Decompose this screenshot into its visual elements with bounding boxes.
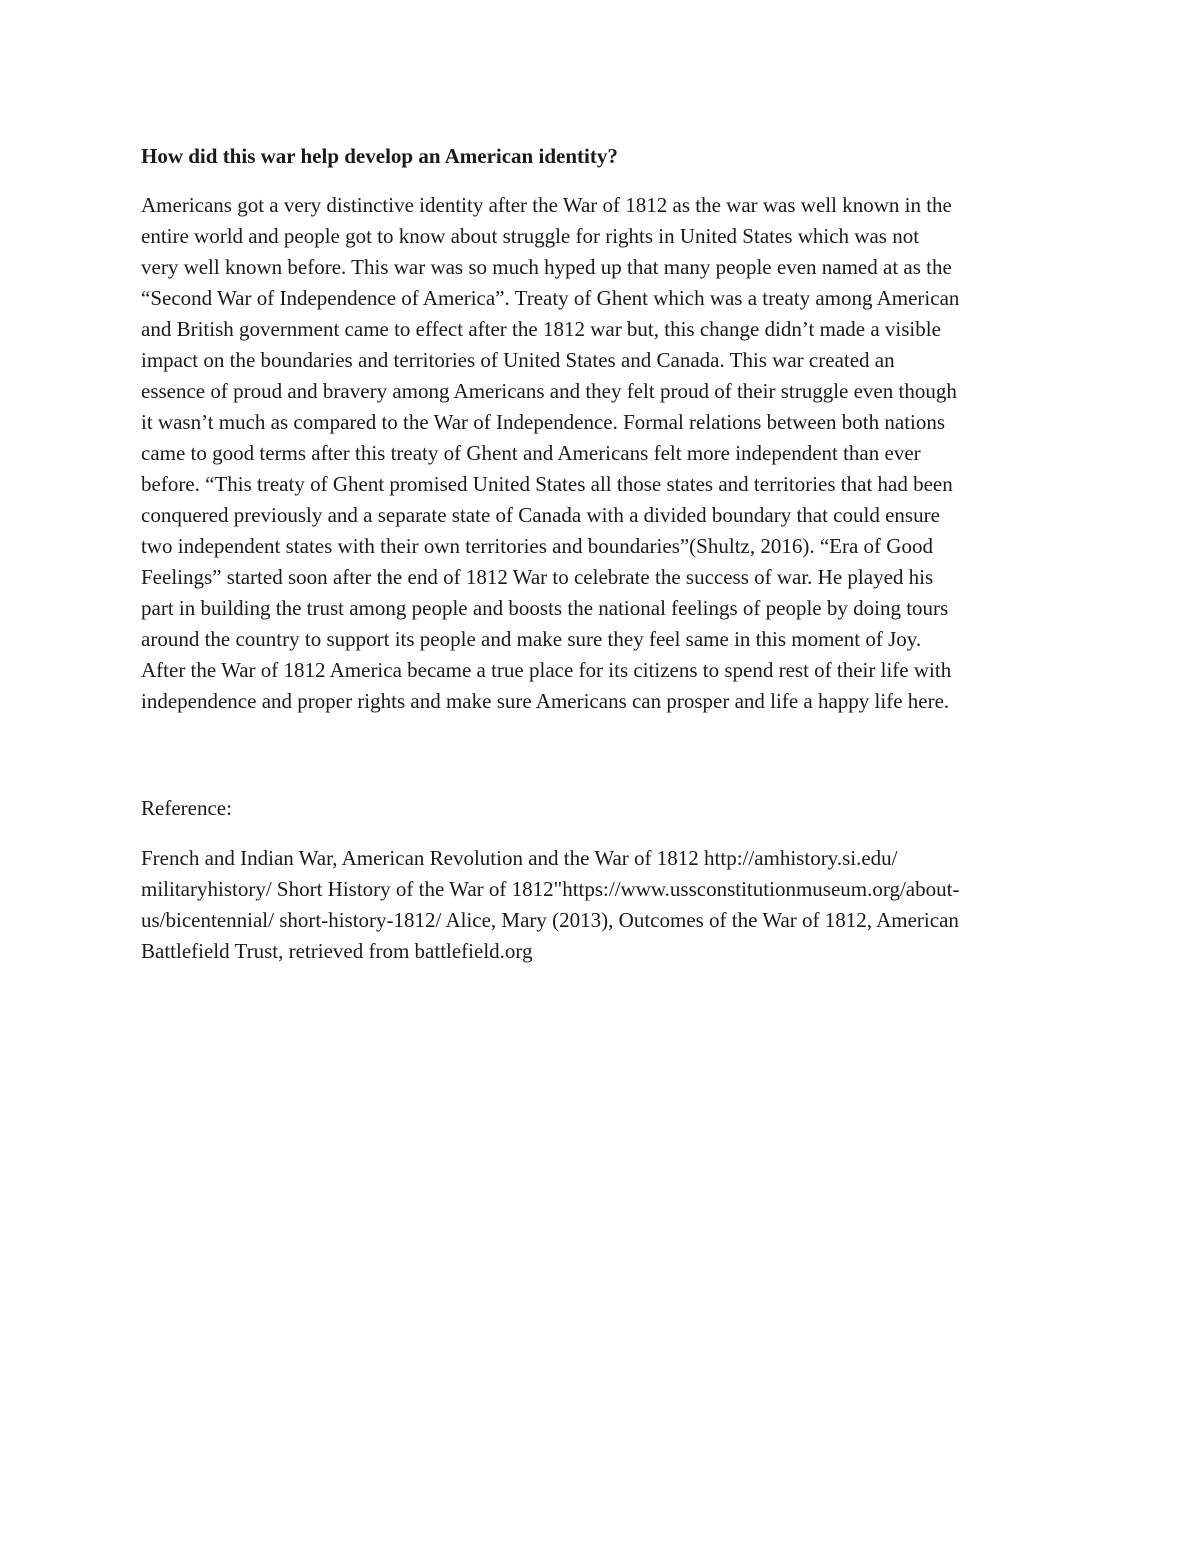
body-line: Americans got a very distinctive identity after the War of 1812 as the war was well known in the <box>141 193 952 217</box>
reference-label: Reference: <box>141 796 232 820</box>
body-line: part in building the trust among people and boosts the national feelings of people by doing tours <box>141 596 949 620</box>
document-content <box>141 140 1066 967</box>
body-line: “Second War of Independence of America”. Treaty of Ghent which was a treaty among American <box>141 286 960 310</box>
essay-heading: How did this war help develop an American identity? <box>141 144 618 168</box>
reference-list <box>141 843 1066 967</box>
body-line: before. “This treaty of Ghent promised United States all those states and territories that had been <box>141 472 953 496</box>
reference-line: French and Indian War, American Revolution and the War of 1812 http://amhistory.si.edu/ <box>141 846 898 870</box>
body-line: entire world and people got to know about struggle for rights in United States which was not <box>141 224 920 248</box>
reference-line: us/bicentennial/ short-history-1812/ Alice, Mary (2013), Outcomes of the War of 1812, American <box>141 908 959 932</box>
body-line: around the country to support its people and make sure they feel same in this moment of Joy. <box>141 627 922 651</box>
body-line: conquered previously and a separate state of Canada with a divided boundary that could ensure <box>141 503 940 527</box>
reference-line: Battlefield Trust, retrieved from battlefield.org <box>141 939 533 963</box>
body-line: very well known before. This war was so much hyped up that many people even named at as the <box>141 255 952 279</box>
body-line: independence and proper rights and make sure Americans can prosper and life a happy life here. <box>141 689 950 713</box>
body-line: it wasn’t much as compared to the War of Independence. Formal relations between both nations <box>141 410 946 434</box>
body-line: After the War of 1812 America became a true place for its citizens to spend rest of their life with <box>141 658 952 682</box>
reference-line: militaryhistory/ Short History of the War of 1812"https://www.ussconstitutionmuseum.org/about- <box>141 877 960 901</box>
body-line: impact on the boundaries and territories of United States and Canada. This war created an <box>141 348 895 372</box>
body-line: came to good terms after this treaty of Ghent and Americans felt more independent than ever <box>141 441 921 465</box>
essay-body <box>141 190 1066 717</box>
body-line: and British government came to effect after the 1812 war but, this change didn’t made a visible <box>141 317 941 341</box>
body-line: essence of proud and bravery among Americans and they felt proud of their struggle even though <box>141 379 957 403</box>
body-line: Feelings” started soon after the end of 1812 War to celebrate the success of war. He played his <box>141 565 934 589</box>
body-line: two independent states with their own territories and boundaries”(Shultz, 2016). “Era of Good <box>141 534 933 558</box>
